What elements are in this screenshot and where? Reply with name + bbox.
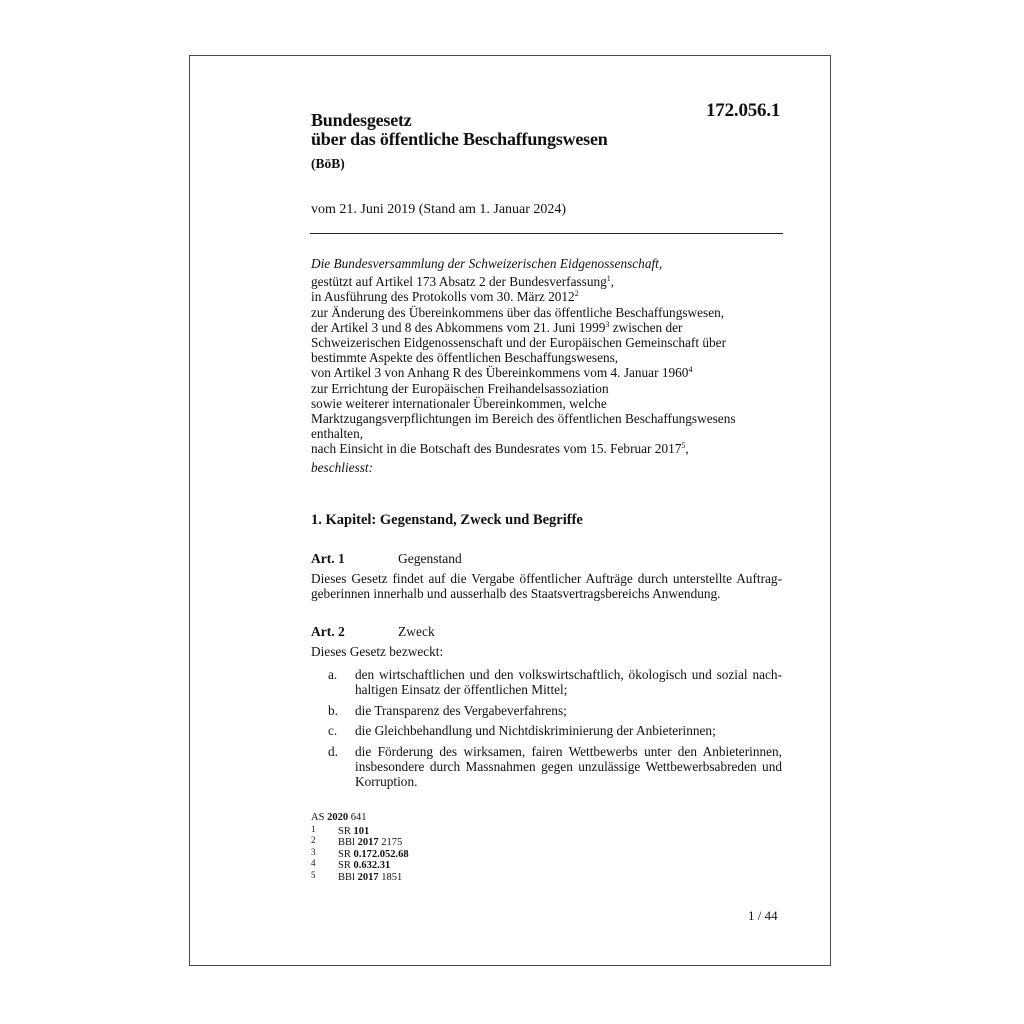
list-letter: d. [328,743,338,759]
list-text: die Transparenz des Vergabeverfahrens; [355,702,567,718]
footnote [311,837,409,849]
footnote-prefix: BBl [338,871,358,883]
preamble-line [311,320,736,335]
footnote-ref-bold: 0.632.31 [353,860,391,872]
footnote-suffix: 2175 [378,837,403,849]
preamble-line: bestimmte Aspekte des öffentlichen Beschaffungswesens, [311,350,619,366]
list-letter: b. [328,702,338,718]
preamble-text: zwischen der [609,319,683,335]
preamble-line: zur Errichtung der Europäischen Freihandelsassoziation [311,380,609,396]
preamble-line [311,274,736,289]
list-text: die Förderung des wirksamen, fairen Wettbewerbs unter den Anbieterinnen, insbesondere durch Massnahmen gegen unzulässige Wettbewerbsabreden und Korruption. [355,743,782,790]
footnote-number: 1 [311,823,316,834]
preamble-text: von Artikel 3 von Anhang R des Übereinkommens vom 4. Januar 1960 [311,365,689,381]
list-item [311,723,782,738]
footnote-prefix: SR [338,825,354,837]
footnote-ref[interactable]: 2 [574,289,579,299]
list-item [311,703,782,718]
page-number: 1 / 44 [748,908,778,923]
footnote [311,860,409,872]
article-2-list [311,667,782,795]
preamble-text: der Artikel 3 und 8 des Abkommens vom 21. Juni 1999 [311,319,606,335]
preamble-line: zur Änderung des Übereinkommens über das öffentliche Beschaffungswesen, [311,304,725,320]
preamble-line: enthalten, [311,426,364,442]
preamble-intro: Die Bundesversammlung der Schweizerischen Eidgenossenschaft, [311,256,663,271]
footnote-ref[interactable]: 1 [606,274,611,284]
footnote-ref-bold: 0.172.052.68 [353,848,409,860]
footnote-prefix: BBl [338,837,358,849]
footnote-number: 4 [311,858,316,869]
as-year: 2020 [327,812,349,823]
footnote [311,823,409,838]
sr-number: 172.056.1 [706,100,781,121]
preamble-line [311,289,736,304]
list-text: den wirtschaftlichen und den volkswirtschaftlich, ökologisch und sozial nachhaltigen Einsatz der öffentlichen Mittel; [355,667,782,698]
preamble-text: , [610,274,615,290]
document-date: vom 21. Juni 2019 (Stand am 1. Januar 2024) [311,202,567,217]
footnote [311,846,409,861]
article-number: Art. 2 [311,624,345,639]
article-2-text: Dieses Gesetz bezweckt: [311,644,444,659]
chapter-heading: 1. Kapitel: Gegenstand, Zweck und Begriffe [311,512,583,528]
list-text: die Gleichbehandlung und Nichtdiskriminierung der Anbieterinnen; [355,723,716,739]
preamble-line: Schweizerischen Eidgenossenschaft und der Europäischen Gemeinschaft über [311,335,727,351]
footnote-number: 3 [311,846,316,857]
footnote-number: 5 [311,869,316,880]
list-letter: c. [328,723,338,739]
footnote [311,869,409,884]
footnote-ref[interactable]: 4 [688,365,693,375]
preamble-text: gestützt auf Artikel 173 Absatz 2 der Bundesverfassung [311,274,607,290]
preamble-line [311,365,736,380]
document-page [189,55,831,966]
preamble-text: , [685,441,689,457]
document-title-line-1: Bundesgesetz [311,110,412,130]
official-collection-ref [311,812,409,824]
as-prefix: AS [311,812,328,823]
document-title-line-2: über das öffentliche Beschaffungswesen [311,129,608,149]
list-item [311,744,782,790]
preamble-line: sowie weiterer internationaler Übereinkommen, welche [311,395,607,411]
footnote-ref-bold: 101 [353,825,370,837]
footnotes [311,812,409,884]
preamble [311,256,736,475]
preamble-text: nach Einsicht in die Botschaft des Bundesrates vom 15. Februar 2017 [311,441,682,457]
article-title: Gegenstand [398,551,462,566]
preamble-decides: beschliesst: [311,459,374,475]
as-page: 641 [348,812,367,823]
footnote-ref-bold: 2017 [357,871,379,883]
footnote-suffix: 1851 [378,871,403,883]
article-number: Art. 1 [311,551,345,566]
preamble-line: Marktzugangsverpflichtungen im Bereich des öffentlichen Beschaffungswesens [311,411,736,427]
footnote-prefix: SR [338,860,354,872]
document-abbreviation: (BöB) [311,156,345,171]
footnote-number: 2 [311,835,316,846]
header-separator [310,233,783,234]
footnote-ref[interactable]: 5 [681,441,686,451]
footnote-ref-bold: 2017 [357,837,379,849]
article-title: Zweck [398,624,435,639]
list-letter: a. [328,667,338,682]
preamble-line [311,441,736,456]
article-1-text: Dieses Gesetz findet auf die Vergabe öffentlicher Aufträge durch unterstellte Auftraggeberinnen innerhalb und ausserhalb des Staatsvertragsbereichs Anwendung. [311,571,782,602]
footnote-prefix: SR [338,848,354,860]
list-item [311,667,782,698]
preamble-text: in Ausführung des Protokolls vom 30. März 2012 [311,289,575,305]
footnote-ref[interactable]: 3 [605,319,610,329]
